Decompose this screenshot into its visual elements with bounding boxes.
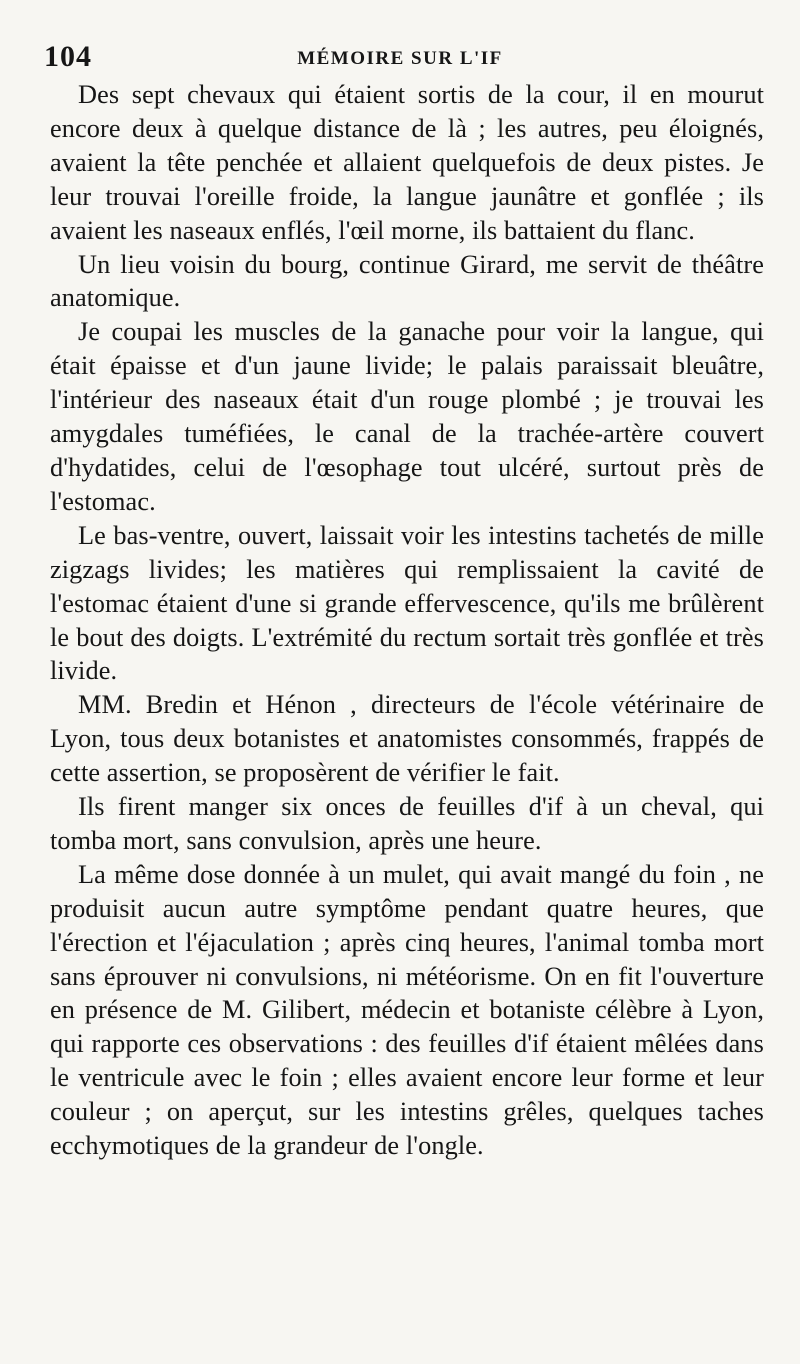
paragraph: Je coupai les muscles de la ganache pour voir la langue, qui était épaisse et d'un jaune livide; le palais paraissait bleuâtre, l'intérieur des naseaux était d'un rouge plombé ; je trouvai les amygdales tuméfiées, le canal de la trachée-artère couvert d'hydatides, celui de l'œsophage tout ulcéré, surtout près de l'estomac. [50,317,764,516]
body-text [50,78,764,1163]
paragraph: Ils firent manger six onces de feuilles d'if à un cheval, qui tomba mort, sans convulsion, après une heure. [50,792,764,855]
page-number: 104 [44,40,92,73]
running-title: MÉMOIRE SUR L'IF [297,48,503,69]
paragraph: Le bas-ventre, ouvert, laissait voir les intestins tachetés de mille zigzags livides; les matières qui remplissaient la cavité de l'estomac étaient d'une si grande effervescence, qu'ils me brûlèrent le bout des doigts. L'extrémité du rectum sortait très gonflée et très livide. [50,520,764,686]
paragraph: Des sept chevaux qui étaient sortis de la cour, il en mourut encore deux à quelque distance de là ; les autres, peu éloignés, avaient la tête penchée et allaient quelquefois de deux pistes. Je leur trouvai l'oreille froide, la langue jaunâtre et gonflée ; ils avaient les naseaux enflés, l'œil morne, ils battaient du flanc. [50,80,764,245]
page-header [40,40,760,80]
paragraph: MM. Bredin et Hénon , directeurs de l'école vétérinaire de Lyon, tous deux botanistes et anatomistes consommés, frappés de cette assertion, se proposèrent de vérifier le fait. [50,690,764,788]
paragraph: La même dose donnée à un mulet, qui avait mangé du foin , ne produisit aucun autre symptôme pendant quatre heures, que l'érection et l'éjaculation ; après cinq heures, l'animal tomba mort sans éprouver ni convulsions, ni météorisme. On en fit l'ouverture en présence de M. Gilibert, médecin et botaniste célèbre à Lyon, qui rapporte ces observations : des feuilles d'if étaient mêlées dans le ventricule avec le foin ; elles avaient encore leur forme et leur couleur ; on aperçut, sur les intestins grêles, quelques taches ecchymotiques de la grandeur de l'ongle. [50,859,764,1161]
paragraph: Un lieu voisin du bourg, continue Girard, me servit de théâtre anatomique. [50,249,764,313]
